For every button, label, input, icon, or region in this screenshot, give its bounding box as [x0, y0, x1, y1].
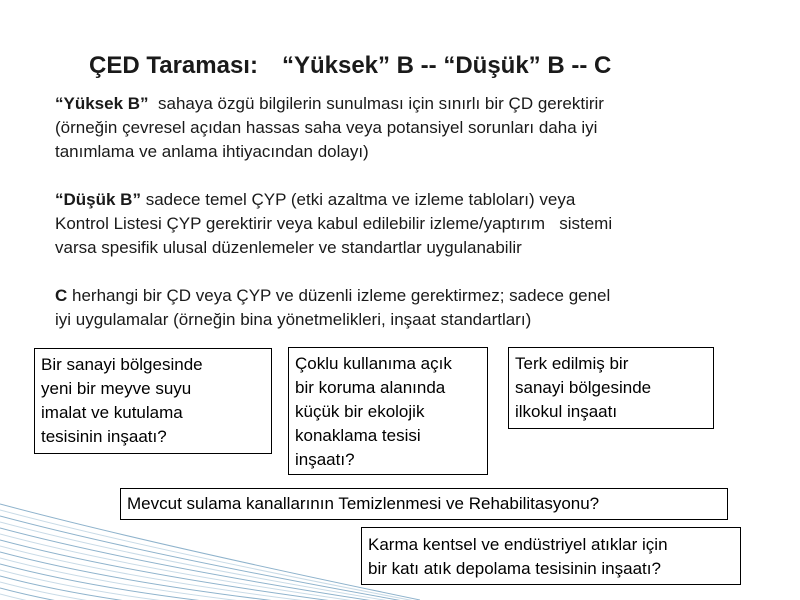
box-line: bir koruma alanında — [295, 378, 446, 397]
paragraph-c — [55, 284, 755, 332]
project-box-eco-lodge — [288, 347, 488, 475]
para-line: sadece temel ÇYP (etki azaltma ve izleme tabloları) veya — [140, 190, 576, 209]
slide-title — [89, 52, 729, 80]
para-line: (örneğin çevresel açıdan hassas saha veya potansiyel sorunları daha iyi — [55, 118, 598, 137]
project-box-landfill — [361, 527, 741, 585]
box-line: konaklama tesisi — [295, 426, 421, 445]
box-line: bir katı atık depolama tesisinin inşaatı? — [368, 559, 661, 578]
box-line: ilkokul inşaatı — [515, 402, 618, 421]
para-line: varsa spesifik ulusal düzenlemeler ve standartlar uygulanabilir — [55, 238, 522, 257]
para-line: herhangi bir ÇD veya ÇYP ve düzenli izleme gerektirmez; sadece genel — [67, 286, 611, 305]
label-high-b: “Yüksek B” — [55, 94, 149, 113]
title-part-2: “Yüksek” B -- “Düşük” B -- C — [281, 52, 612, 79]
box-line: Çoklu kullanıma açık — [295, 354, 452, 373]
para-line: iyi uygulamalar (örneğin bina yönetmelikleri, inşaat standartları) — [55, 310, 532, 329]
box-line: küçük bir ekolojik — [295, 402, 425, 421]
title-part-1: ÇED Taraması: — [89, 52, 258, 79]
box-line: yeni bir meyve suyu — [41, 379, 192, 398]
para-line: Kontrol Listesi ÇYP gerektirir veya kabul edilebilir izleme/yaptırım sistemi — [55, 214, 613, 233]
box-line: inşaatı? — [295, 450, 355, 469]
box-line: Terk edilmiş bir — [515, 354, 629, 373]
project-box-irrigation-canals — [120, 488, 728, 520]
label-low-b: “Düşük B” — [55, 190, 141, 209]
paragraph-high-b — [55, 92, 755, 164]
box-line: Bir sanayi bölgesinde — [41, 355, 203, 374]
project-box-juice-factory — [34, 348, 272, 454]
box-line: sanayi bölgesinde — [515, 378, 652, 397]
box-line: tesisinin inşaatı? — [41, 427, 167, 446]
label-c: C — [55, 286, 68, 305]
box-line: Mevcut sulama kanallarının Temizlenmesi ve Rehabilitasyonu? — [127, 494, 600, 513]
para-line: tanımlama ve anlama ihtiyacından dolayı) — [55, 142, 369, 161]
box-line: imalat ve kutulama — [41, 403, 183, 422]
box-line: Karma kentsel ve endüstriyel atıklar için — [368, 535, 668, 554]
para-line: sahaya özgü bilgilerin sunulması için sınırlı bir ÇD gerektirir — [148, 94, 604, 113]
paragraph-low-b — [55, 188, 755, 260]
project-box-primary-school — [508, 347, 714, 429]
